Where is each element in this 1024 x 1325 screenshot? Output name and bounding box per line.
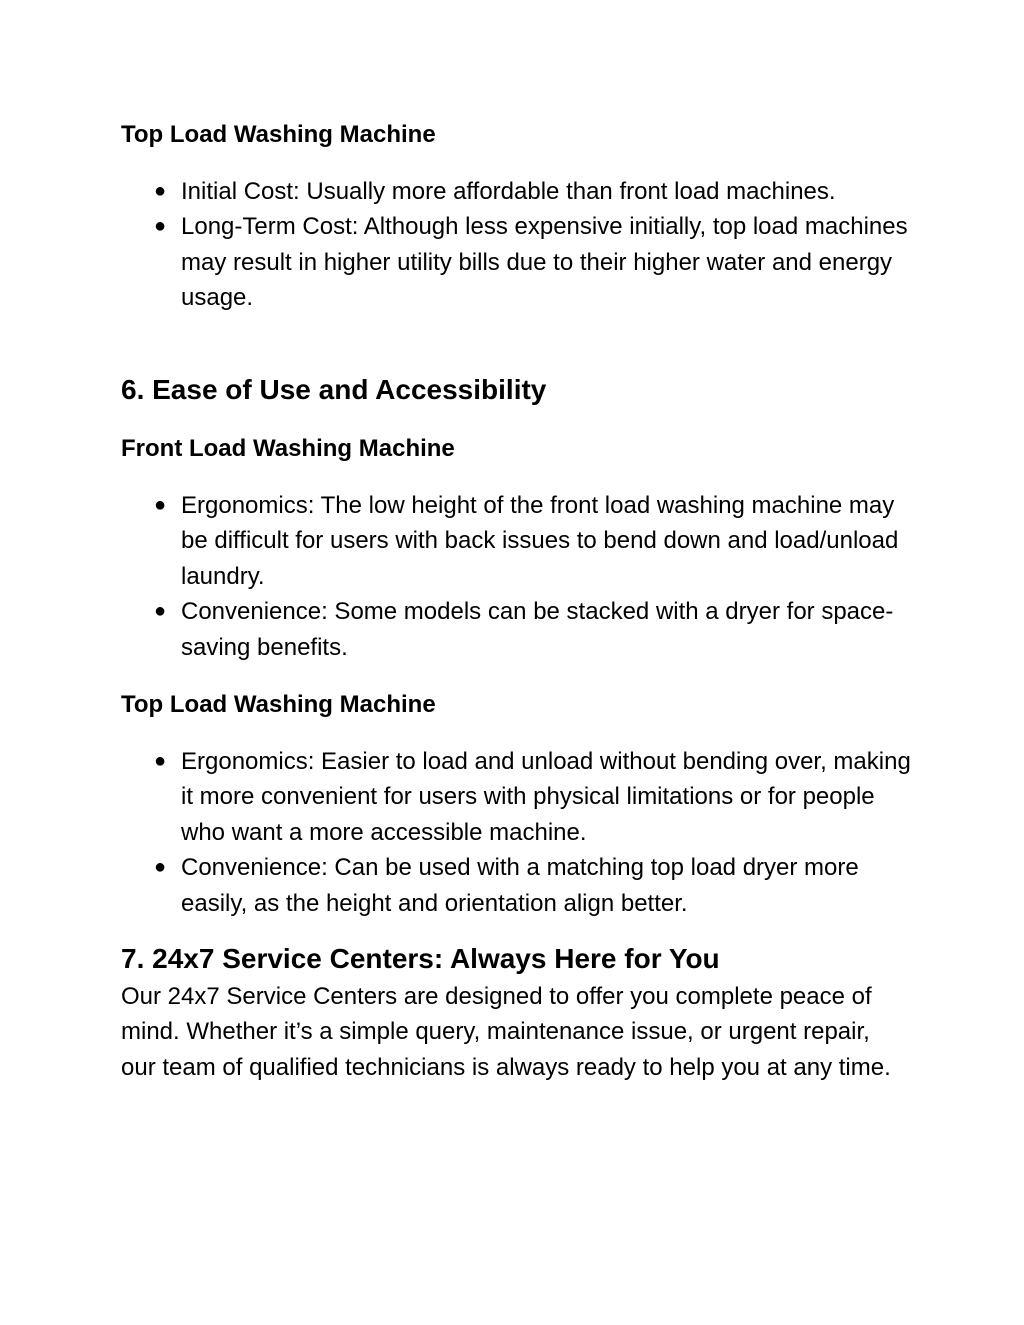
list-item: ● Initial Cost: Usually more affordable than front load machines. [121, 174, 911, 209]
bullet-icon: ● [154, 600, 167, 623]
bullet-icon: ● [154, 856, 167, 879]
list-item: ● Long-Term Cost: Although less expensive initially, top load machines may result in higher utility bills due to their higher water and energy usage. [121, 209, 911, 315]
ease-of-use-heading-block [121, 373, 911, 407]
service-centers-heading: 7. 24x7 Service Centers: Always Here for You [121, 943, 720, 974]
top-load-cost-heading: Top Load Washing Machine [121, 121, 436, 148]
service-centers-paragraph: Our 24x7 Service Centers are designed to offer you complete peace of mind. Whether it’s a simple query, maintenance issue, or urgent repair, our team of qualified technicians is always ready to help you at any time. [121, 983, 891, 1081]
bullet-icon: ● [154, 494, 167, 516]
list-item: ● Convenience: Some models can be stacked with a dryer for space-saving benefits. [121, 594, 911, 665]
top-load-cost-heading-block [121, 120, 911, 150]
front-load-ease-heading-block [121, 434, 911, 464]
top-load-cost-list-block [121, 174, 911, 316]
front-load-ease-list [121, 488, 911, 665]
list-item: ● Ergonomics: The low height of the front load washing machine may be difficult for users with back issues to bend down and load/unload laundry. [121, 488, 911, 594]
top-load-ease-list-block [121, 744, 911, 921]
bullet-icon: ● [154, 180, 167, 202]
top-load-ease-list [121, 744, 911, 921]
bullet-icon: ● [154, 750, 167, 772]
top-load-cost-list [121, 174, 911, 316]
top-load-ease-heading-block [121, 690, 911, 720]
front-load-ease-list-block [121, 488, 911, 665]
bullet-icon: ● [154, 215, 167, 238]
top-load-ease-heading: Top Load Washing Machine [121, 691, 436, 718]
front-load-ease-heading: Front Load Washing Machine [121, 435, 455, 462]
ease-of-use-heading: 6. Ease of Use and Accessibility [121, 374, 547, 405]
list-item: ● Ergonomics: Easier to load and unload without bending over, making it more convenient for users with physical limitations or for people who want a more accessible machine. [121, 744, 911, 850]
service-centers-heading-block [121, 942, 911, 976]
service-centers-paragraph-block [121, 979, 911, 1085]
list-item: ● Convenience: Can be used with a matching top load dryer more easily, as the height and orientation align better. [121, 850, 911, 921]
